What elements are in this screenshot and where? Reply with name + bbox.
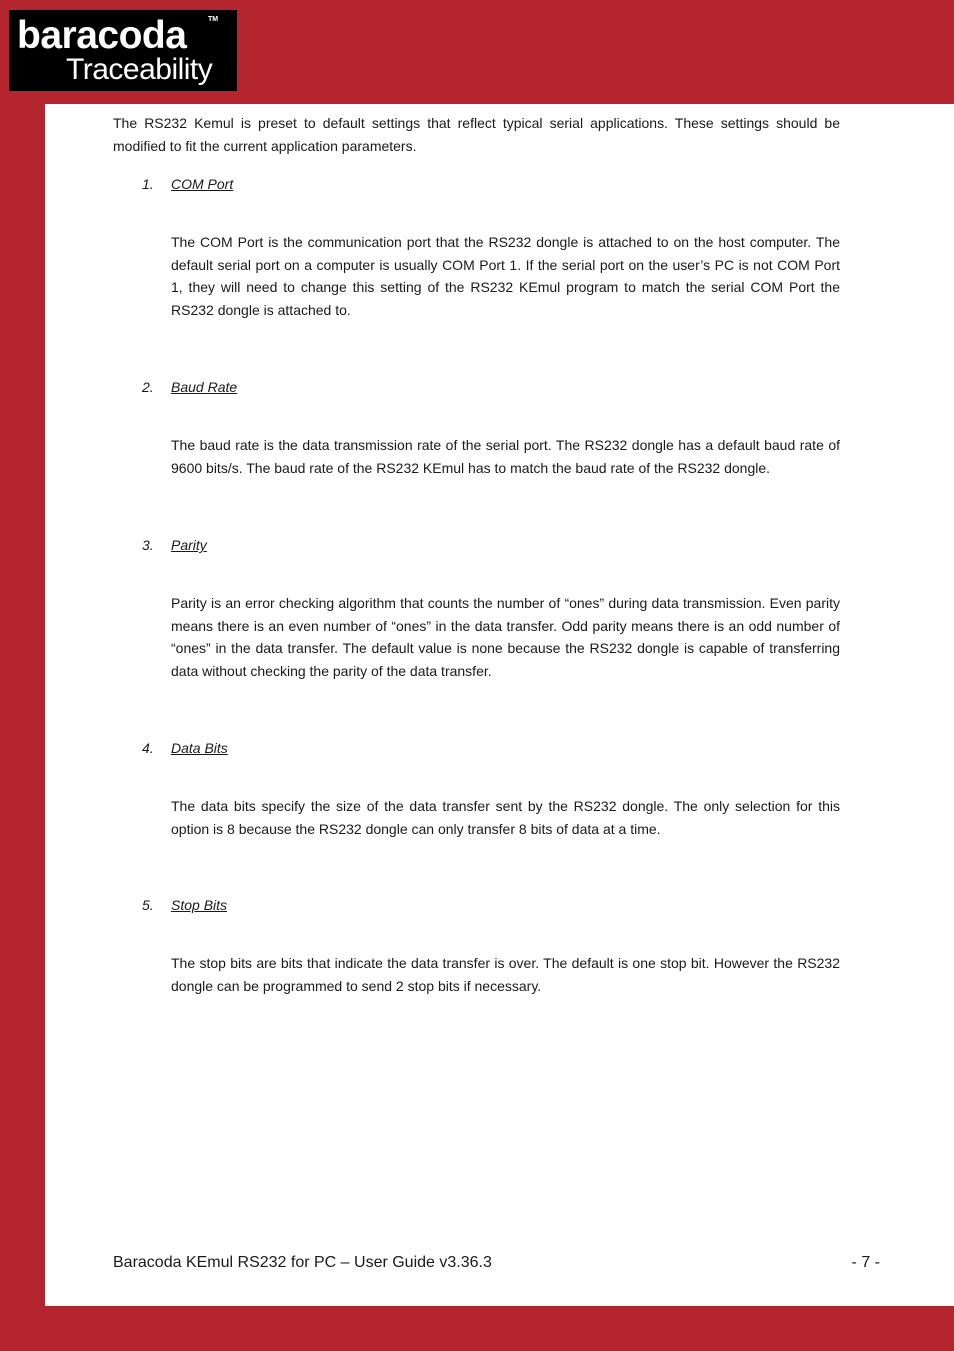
footer-page-number: - 7 - [851, 1254, 880, 1271]
section-heading-data-bits [142, 737, 228, 759]
intro-paragraph: The RS232 Kemul is preset to default settings that reflect typical serial applications. These settings should be modified to fit the current application parameters. [113, 115, 840, 154]
section-number: 4. [142, 740, 154, 756]
section-body-stop-bits: The stop bits are bits that indicate the data transfer is over. The default is one stop bit. However the RS232 dongle can be programmed to send 2 stop bits if necessary. [171, 955, 840, 994]
section-title: Stop Bits [171, 897, 228, 913]
logo-subtitle: Traceability [66, 53, 213, 86]
section-number: 3. [142, 537, 154, 553]
section-heading-baud-rate [142, 376, 237, 398]
section-title: Baud Rate [171, 379, 238, 395]
logo-trademark: TM [208, 16, 219, 23]
baracoda-logo [9, 10, 237, 91]
section-heading-com-port [142, 173, 233, 195]
section-title: COM Port [171, 176, 234, 192]
page-footer [113, 1252, 880, 1274]
section-body-parity: Parity is an error checking algorithm that counts the number of “ones” during data transmission. Even parity means there is an even number of “ones” in the data transfer. Odd parity means there is an odd number of “ones” in the data transfer. The default value is none because the RS232 dongle is capable of transferring data without checking the parity of the data transfer. [171, 595, 840, 679]
section-number: 5. [142, 897, 154, 913]
section-number: 2. [142, 379, 154, 395]
section-body-data-bits: The data bits specify the size of the data transfer sent by the RS232 dongle. The only selection for this option is 8 because the RS232 dongle can only transfer 8 bits of data at a time. [171, 798, 840, 837]
section-heading-stop-bits [142, 894, 227, 916]
section-body-com-port: The COM Port is the communication port that the RS232 dongle is attached to on the host computer. The default serial port on a computer is usually COM Port 1. If the serial port on the user’s PC is not COM Port 1, they will need to change this setting of the RS232 KEmul program to match the serial COM Port the RS232 dongle is attached to. [171, 234, 840, 318]
section-body-baud-rate: The baud rate is the data transmission rate of the serial port. The RS232 dongle has a default baud rate of 9600 bits/s. The baud rate of the RS232 KEmul has to match the baud rate of the RS232 dongle. [171, 437, 840, 476]
footer-document-title: Baracoda KEmul RS232 for PC – User Guide v3.36.3 [113, 1254, 492, 1271]
logo-brand: baracoda [17, 14, 187, 57]
section-title: Data Bits [171, 740, 228, 756]
section-heading-parity [142, 534, 207, 556]
section-number: 1. [142, 176, 154, 192]
section-title: Parity [171, 537, 207, 553]
